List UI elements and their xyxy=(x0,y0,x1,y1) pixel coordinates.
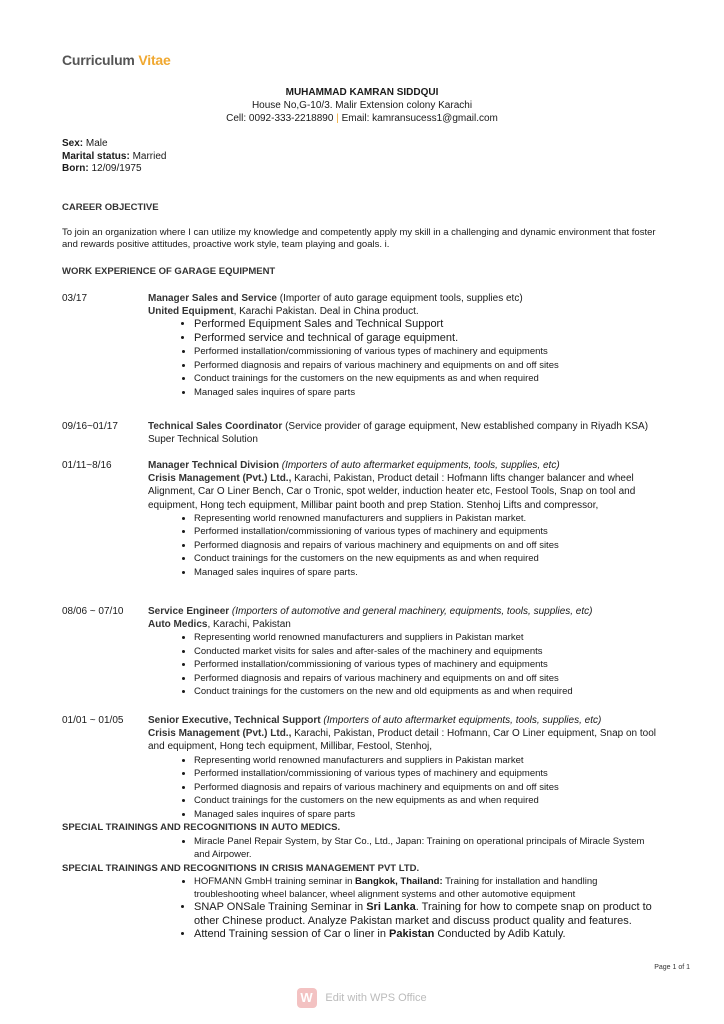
wps-logo-icon xyxy=(297,988,317,1008)
list-item: • Performed diagnosis and repairs of various machinery and equipments on and off sites xyxy=(194,781,658,795)
born-value: 12/09/1975 xyxy=(91,163,142,174)
list-item: • Managed sales inquires of spare parts xyxy=(194,808,658,822)
job-company: United Equipment xyxy=(148,306,234,318)
training-text: . Training for how to compete snap on product to other Chinese product. Analyze Pakistan market and discuss product quality and features. xyxy=(194,901,652,927)
list-item: • Managed sales inquires of spare parts xyxy=(194,386,658,400)
job-entry xyxy=(148,605,658,699)
job-entry xyxy=(148,714,658,821)
job-entry xyxy=(148,292,658,399)
objective-heading: CAREER OBJECTIVE xyxy=(62,202,159,213)
trainings-auto-medics-heading: SPECIAL TRAININGS AND RECOGNITIONS IN AUTO MEDICS. xyxy=(62,822,341,833)
list-item: • Performed diagnosis and repairs of various machinery and equipments on and off sites xyxy=(194,359,658,373)
born-label: Born: xyxy=(62,163,89,174)
job-company-desc: Karachi, Pakistan, Product detail : Hofmann, Car O Liner equipment, Snap on tool and equipment, Hong tech equipment, Millibar, Festool, Stenhoj, xyxy=(148,728,657,753)
list-item: • Performed diagnosis and repairs of various machinery and equipments on and off sites xyxy=(194,672,658,686)
objective-text: To join an organization where I can utilize my knowledge and competently apply my skill in a challenging and dynamic environment that foster and rewards positive attitudes, proactive work style, team playing and goals. i. xyxy=(62,227,656,250)
job-date: 03/17 xyxy=(62,293,88,304)
list-item: • Conduct trainings for the customers on the new and old equipments as and when required xyxy=(194,685,658,699)
title-part1: Curriculum xyxy=(62,52,135,68)
job-date: 08/06 ~ 07/10 xyxy=(62,606,124,617)
list-item: • Performed Equipment Sales and Technical Support xyxy=(194,318,658,332)
work-heading: WORK EXPERIENCE OF GARAGE EQUIPMENT xyxy=(62,266,276,277)
list-item: • Managed sales inquires of spare parts. xyxy=(194,566,658,580)
list-item xyxy=(194,876,658,901)
job-role: Manager Technical Division xyxy=(148,460,279,471)
list-item: • Performed installation/commissioning of various types of machinery and equipments xyxy=(194,658,658,672)
trainings-crisis-list xyxy=(148,876,658,942)
job-company: Crisis Management (Pvt.) Ltd., xyxy=(148,728,292,740)
list-item: • Performed diagnosis and repairs of various machinery and equipments on and off sites xyxy=(194,539,658,553)
job-desc: (Importers of auto aftermarket equipments, tools, supplies, etc) xyxy=(278,460,560,471)
job-role: Service Engineer xyxy=(148,606,230,617)
list-item: • Conducted market visits for sales and after-sales of the machinery and equipments xyxy=(194,645,658,659)
training-text: Conducted by Adib Katuly. xyxy=(434,928,566,940)
wps-edit-label: Edit with WPS Office xyxy=(325,991,427,1004)
email: Email: kamransucess1@gmail.com xyxy=(341,113,498,124)
list-item: • Performed installation/commissioning of various types of machinery and equipments xyxy=(194,345,658,359)
sex-label: Sex: xyxy=(62,138,84,149)
list-item: • Representing world renowned manufacturers and suppliers in Pakistan market. xyxy=(194,512,658,526)
trainings-auto-medics-list xyxy=(148,836,658,861)
job-entry xyxy=(148,459,658,579)
trainings-crisis-heading: SPECIAL TRAININGS AND RECOGNITIONS IN CRISIS MANAGEMENT PVT LTD. xyxy=(62,863,420,874)
job-desc: (Service provider of garage equipment, New established company in Riyadh KSA) Super Technical Solution xyxy=(148,421,649,446)
job-date: 09/16~01/17 xyxy=(62,421,118,432)
job-date: 01/01 ~ 01/05 xyxy=(62,715,124,726)
job-entry xyxy=(148,420,658,446)
document-title xyxy=(62,52,171,68)
job-company-desc: , Karachi, Pakistan xyxy=(207,619,291,631)
training-text: Training for installation and handling troubleshooting wheel balancer, wheel alignment systems and other automotive equipment xyxy=(194,876,598,900)
contact-line xyxy=(0,113,724,124)
job-company: Auto Medics xyxy=(148,619,208,631)
training-location: Bangkok, Thailand: xyxy=(355,876,443,887)
marital-label: Marital status: xyxy=(62,150,130,162)
wps-edit-banner[interactable] xyxy=(0,988,724,1008)
list-item: • Performed installation/commissioning of various types of machinery and equipments xyxy=(194,525,658,539)
training-text: Attend Training session of Car o liner in xyxy=(194,928,390,940)
title-part2: Vitae xyxy=(138,52,171,68)
list-item: • Conduct trainings for the customers on the new equipments as and when required xyxy=(194,552,658,566)
job-role: Technical Sales Coordinator xyxy=(148,421,283,432)
list-item: • Conduct trainings for the customers on the new equipments as and when required xyxy=(194,794,658,808)
list-item: • Representing world renowned manufacturers and suppliers in Pakistan market xyxy=(194,631,658,645)
candidate-name: MUHAMMAD KAMRAN SIDDQUI xyxy=(285,87,439,98)
training-location: Pakistan xyxy=(389,928,435,940)
list-item xyxy=(194,901,658,928)
list-item xyxy=(194,928,658,942)
training-location: Sri Lanka xyxy=(366,901,416,913)
job-company: Crisis Management (Pvt.) Ltd., xyxy=(148,473,292,485)
list-item: • Miracle Panel Repair System, by Star Co., Ltd., Japan: Training on operational principals of Miracle System and Airpower. xyxy=(194,836,658,861)
list-item: • Representing world renowned manufacturers and suppliers in Pakistan market xyxy=(194,754,658,768)
job-desc: (Importers of auto aftermarket equipments, tools, supplies, etc) xyxy=(320,715,602,726)
cell-number: Cell: 0092-333-2218890 xyxy=(226,113,334,124)
list-item: • Performed installation/commissioning of various types of machinery and equipments xyxy=(194,767,658,781)
training-text: SNAP ONSale Training Seminar in xyxy=(194,901,367,913)
list-item: • Conduct trainings for the customers on the new equipments as and when required xyxy=(194,372,658,386)
list-item: • Performed service and technical of garage equipment. xyxy=(194,332,658,346)
marital-value: Married xyxy=(132,150,167,162)
job-company-desc: , Karachi Pakistan. Deal in China product. xyxy=(233,306,419,318)
contact-separator: | xyxy=(336,113,339,124)
job-role: Senior Executive, Technical Support xyxy=(148,715,321,726)
job-role: Manager Sales and Service xyxy=(148,293,277,304)
training-text: HOFMANN GmbH training seminar in xyxy=(194,876,356,887)
job-desc: (Importers of automotive and general machinery, equipments, tools, supplies, etc) xyxy=(229,606,593,617)
sex-value: Male xyxy=(85,138,108,149)
personal-info xyxy=(62,138,166,176)
job-date: 01/11~8/16 xyxy=(62,460,112,471)
candidate-address: House No,G-10/3. Malir Extension colony Karachi xyxy=(251,100,473,111)
page-number: Page 1 of 1 xyxy=(654,964,690,971)
job-desc: (Importer of auto garage equipment tools, supplies etc) xyxy=(276,293,523,304)
job-company-desc: Karachi, Pakistan, Product detail : Hofmann lifts changer balancer and wheel Alignment, Car O Liner Bench, Car o Tronic, spot welder, induction heater etc, Festool Tools, Snap on tool and equipment, Hong tech equipment, Millibar paint booth and prep Station. Stenhoj Lifts and compressor, xyxy=(148,473,636,511)
